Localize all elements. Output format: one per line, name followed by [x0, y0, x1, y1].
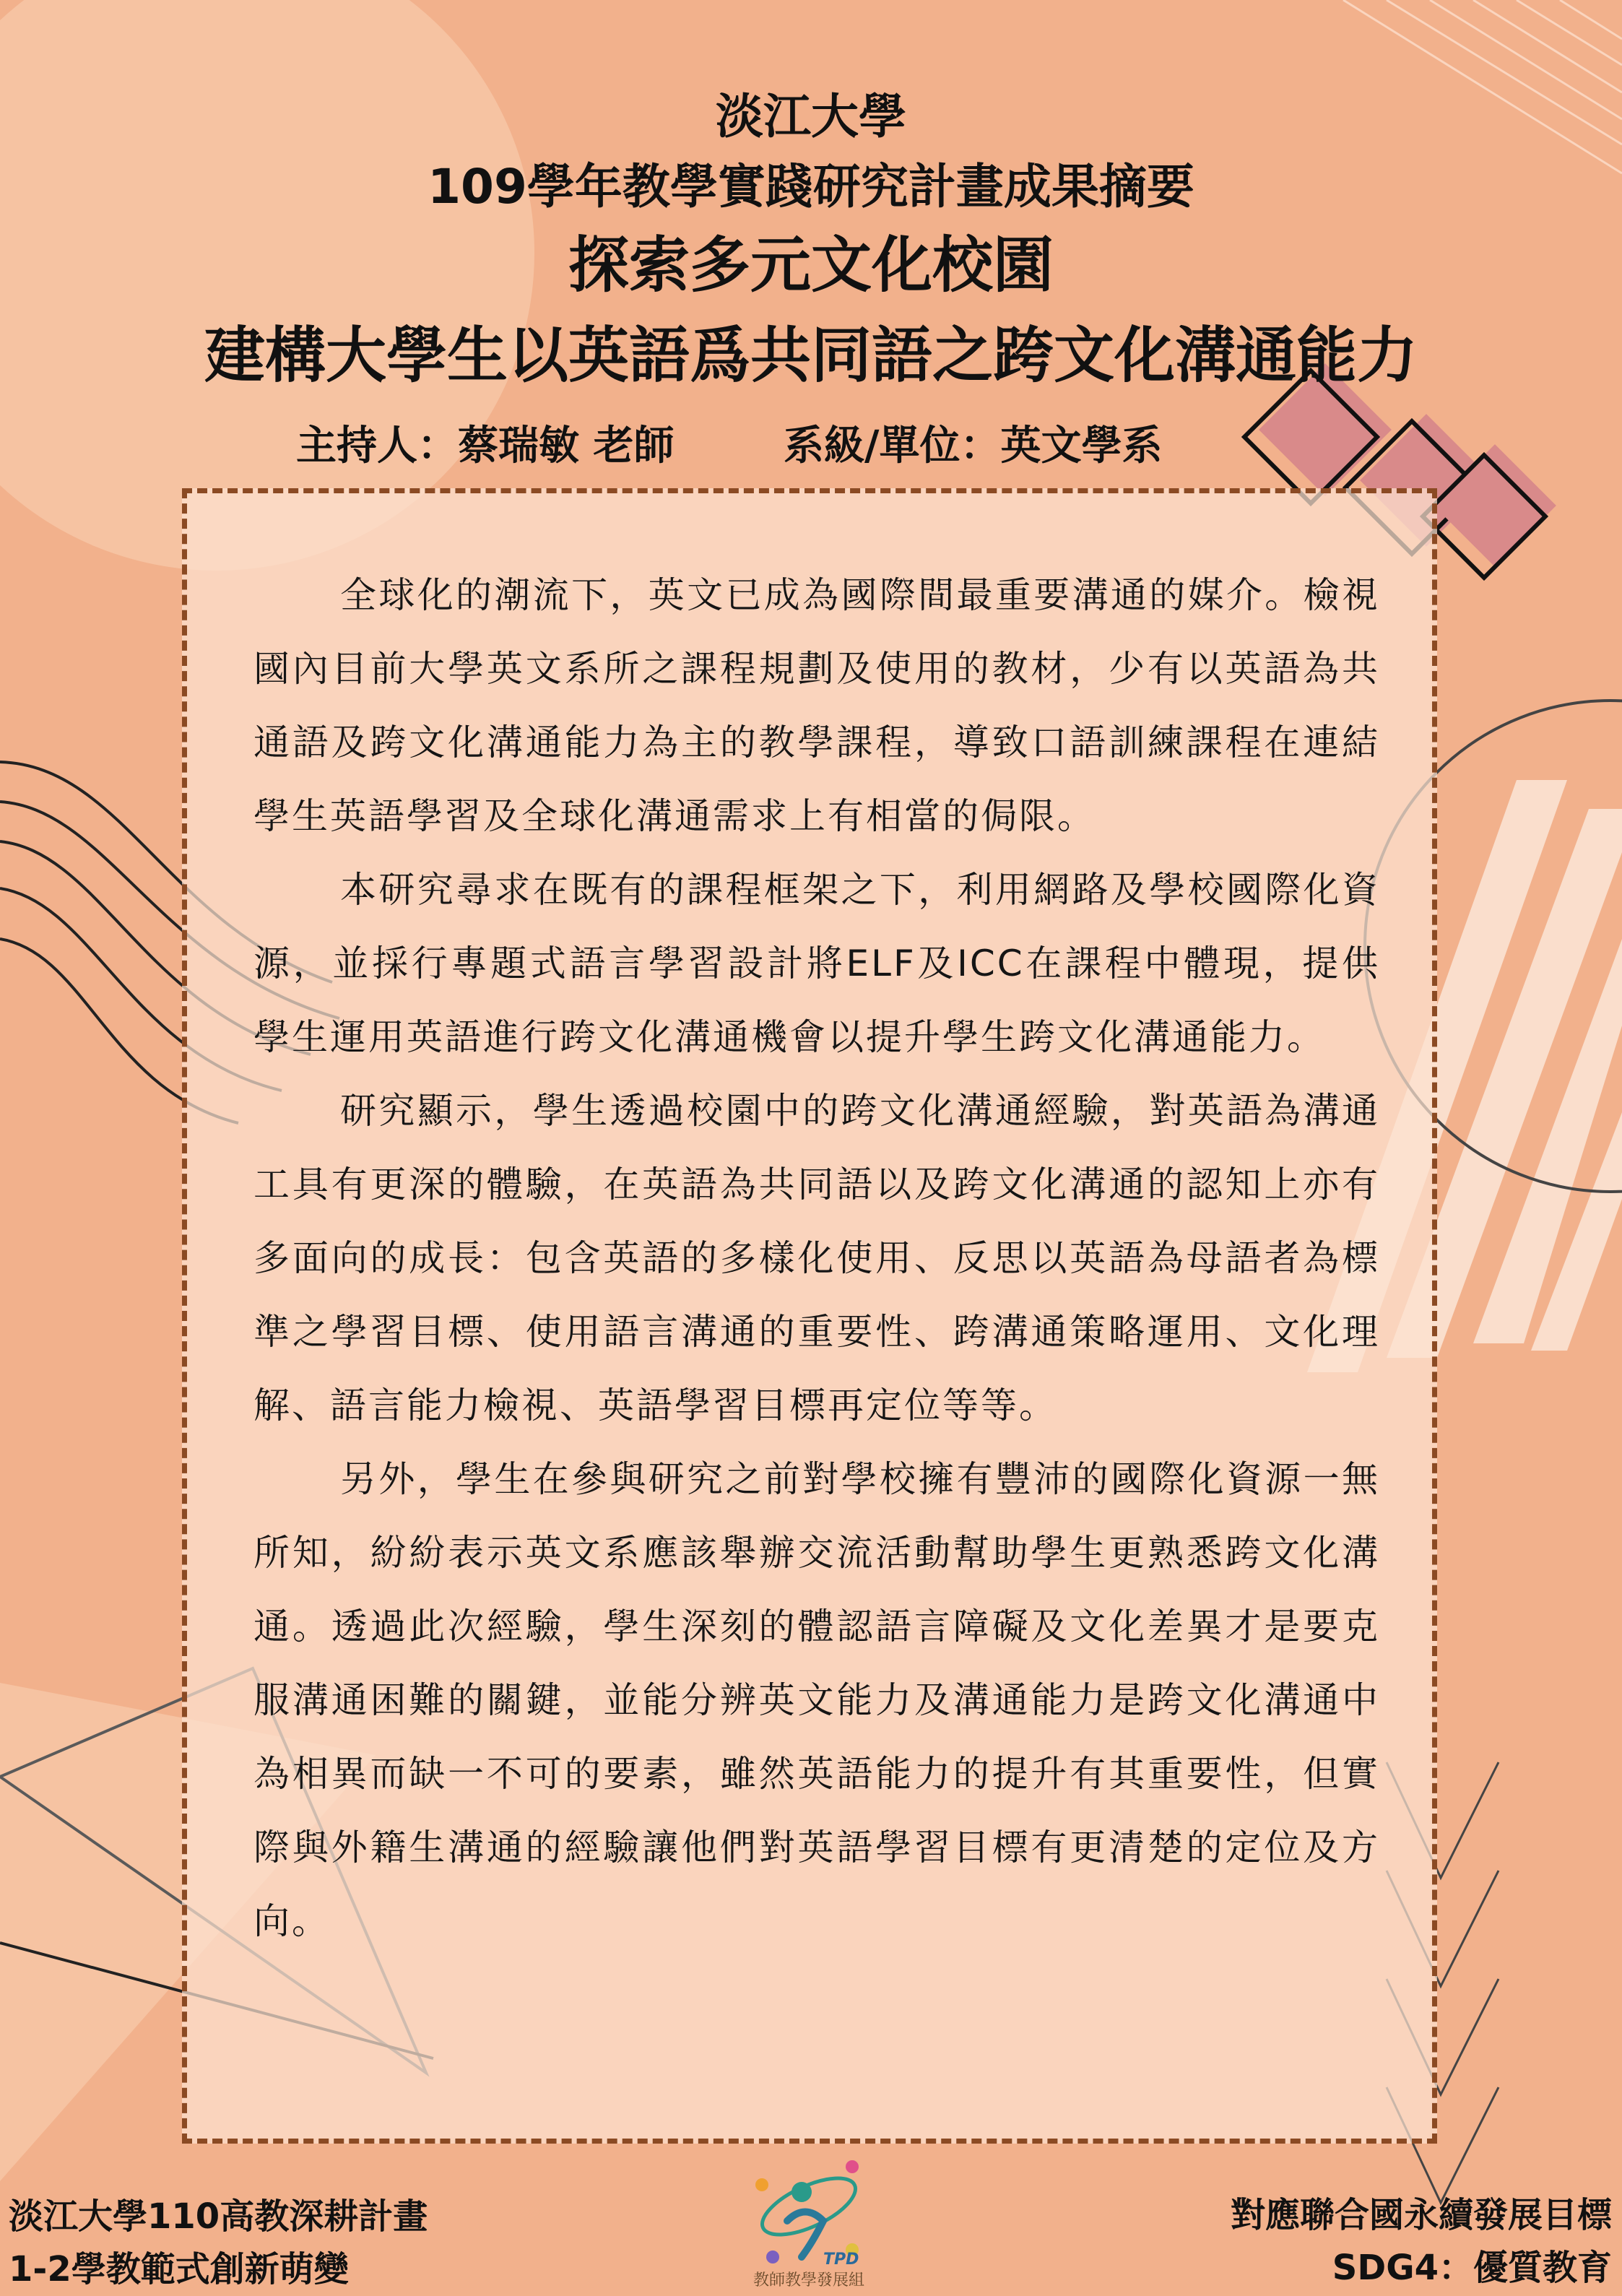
footer-sdg-goal: SDG4：優質教育 [1332, 2248, 1612, 2288]
abstract-paragraph: 全球化的潮流下，英文已成為國際間最重要溝通的媒介。檢視國內目前大學英文系所之課程規劃及使用的教材，少有以英語為共通語及跨文化溝通能力為主的教學課程，導致口語訓練課程在連結學生英語學習及全球化溝通需求上有相當的侷限。 [253, 574, 1380, 837]
project-title-line1: 探索多元文化校園 [568, 230, 1054, 300]
university-title: 淡江大學 [716, 89, 906, 144]
footer-program: 淡江大學110高教深耕計畫 [9, 2196, 428, 2237]
footer-sdg-heading: 對應聯合國永續發展目標 [1230, 2195, 1612, 2235]
host-name: 主持人：蔡瑞敏 老師 [296, 423, 675, 469]
abstract-text [253, 558, 1380, 1958]
footer-subprogram: 1-2學教範式創新萌變 [9, 2249, 349, 2289]
logo-caption: 教師教學發展組 [753, 2271, 864, 2289]
abstract-paragraph: 本研究尋求在既有的課程框架之下，利用網路及學校國際化資源，並採行專題式語言學習設計將ELF及ICC在課程中體現，提供學生運用英語進行跨文化溝通機會以提升學生跨文化溝通能力。 [253, 869, 1380, 1058]
abstract-paragraph: 研究顯示，學生透過校園中的跨文化溝通經驗，對英語為溝通工具有更深的體驗，在英語為共同語以及跨文化溝通的認知上亦有多面向的成長：包含英語的多樣化使用、反思以英語為母語者為標準之學習目標、使用語言溝通的重要性、跨溝通策略運用、文化理解、語言能力檢視、英語學習目標再定位等等。 [253, 1090, 1380, 1426]
abstract-panel [182, 488, 1437, 2144]
department: 系級/單位：英文學系 [784, 423, 1163, 469]
abstract-paragraph: 另外，學生在參與研究之前對學校擁有豐沛的國際化資源一無所知，紛紛表示英文系應該舉辦交流活動幫助學生更熟悉跨文化溝通。透過此次經驗，學生深刻的體認語言障礙及文化差異才是要克服溝通困難的關鍵，並能分辨英文能力及溝通能力是跨文化溝通中為相異而缺一不可的要素，雖然英語能力的提升有其重要性，但實際與外籍生溝通的經驗讓他們對英語學習目標有更清楚的定位及方向。 [253, 1458, 1380, 1942]
report-title: 109學年教學實踐研究計畫成果摘要 [428, 159, 1194, 215]
logo-mark: TPD [823, 2250, 859, 2269]
project-title-line2: 建構大學生以英語爲共同語之跨文化溝通能力 [204, 320, 1418, 391]
